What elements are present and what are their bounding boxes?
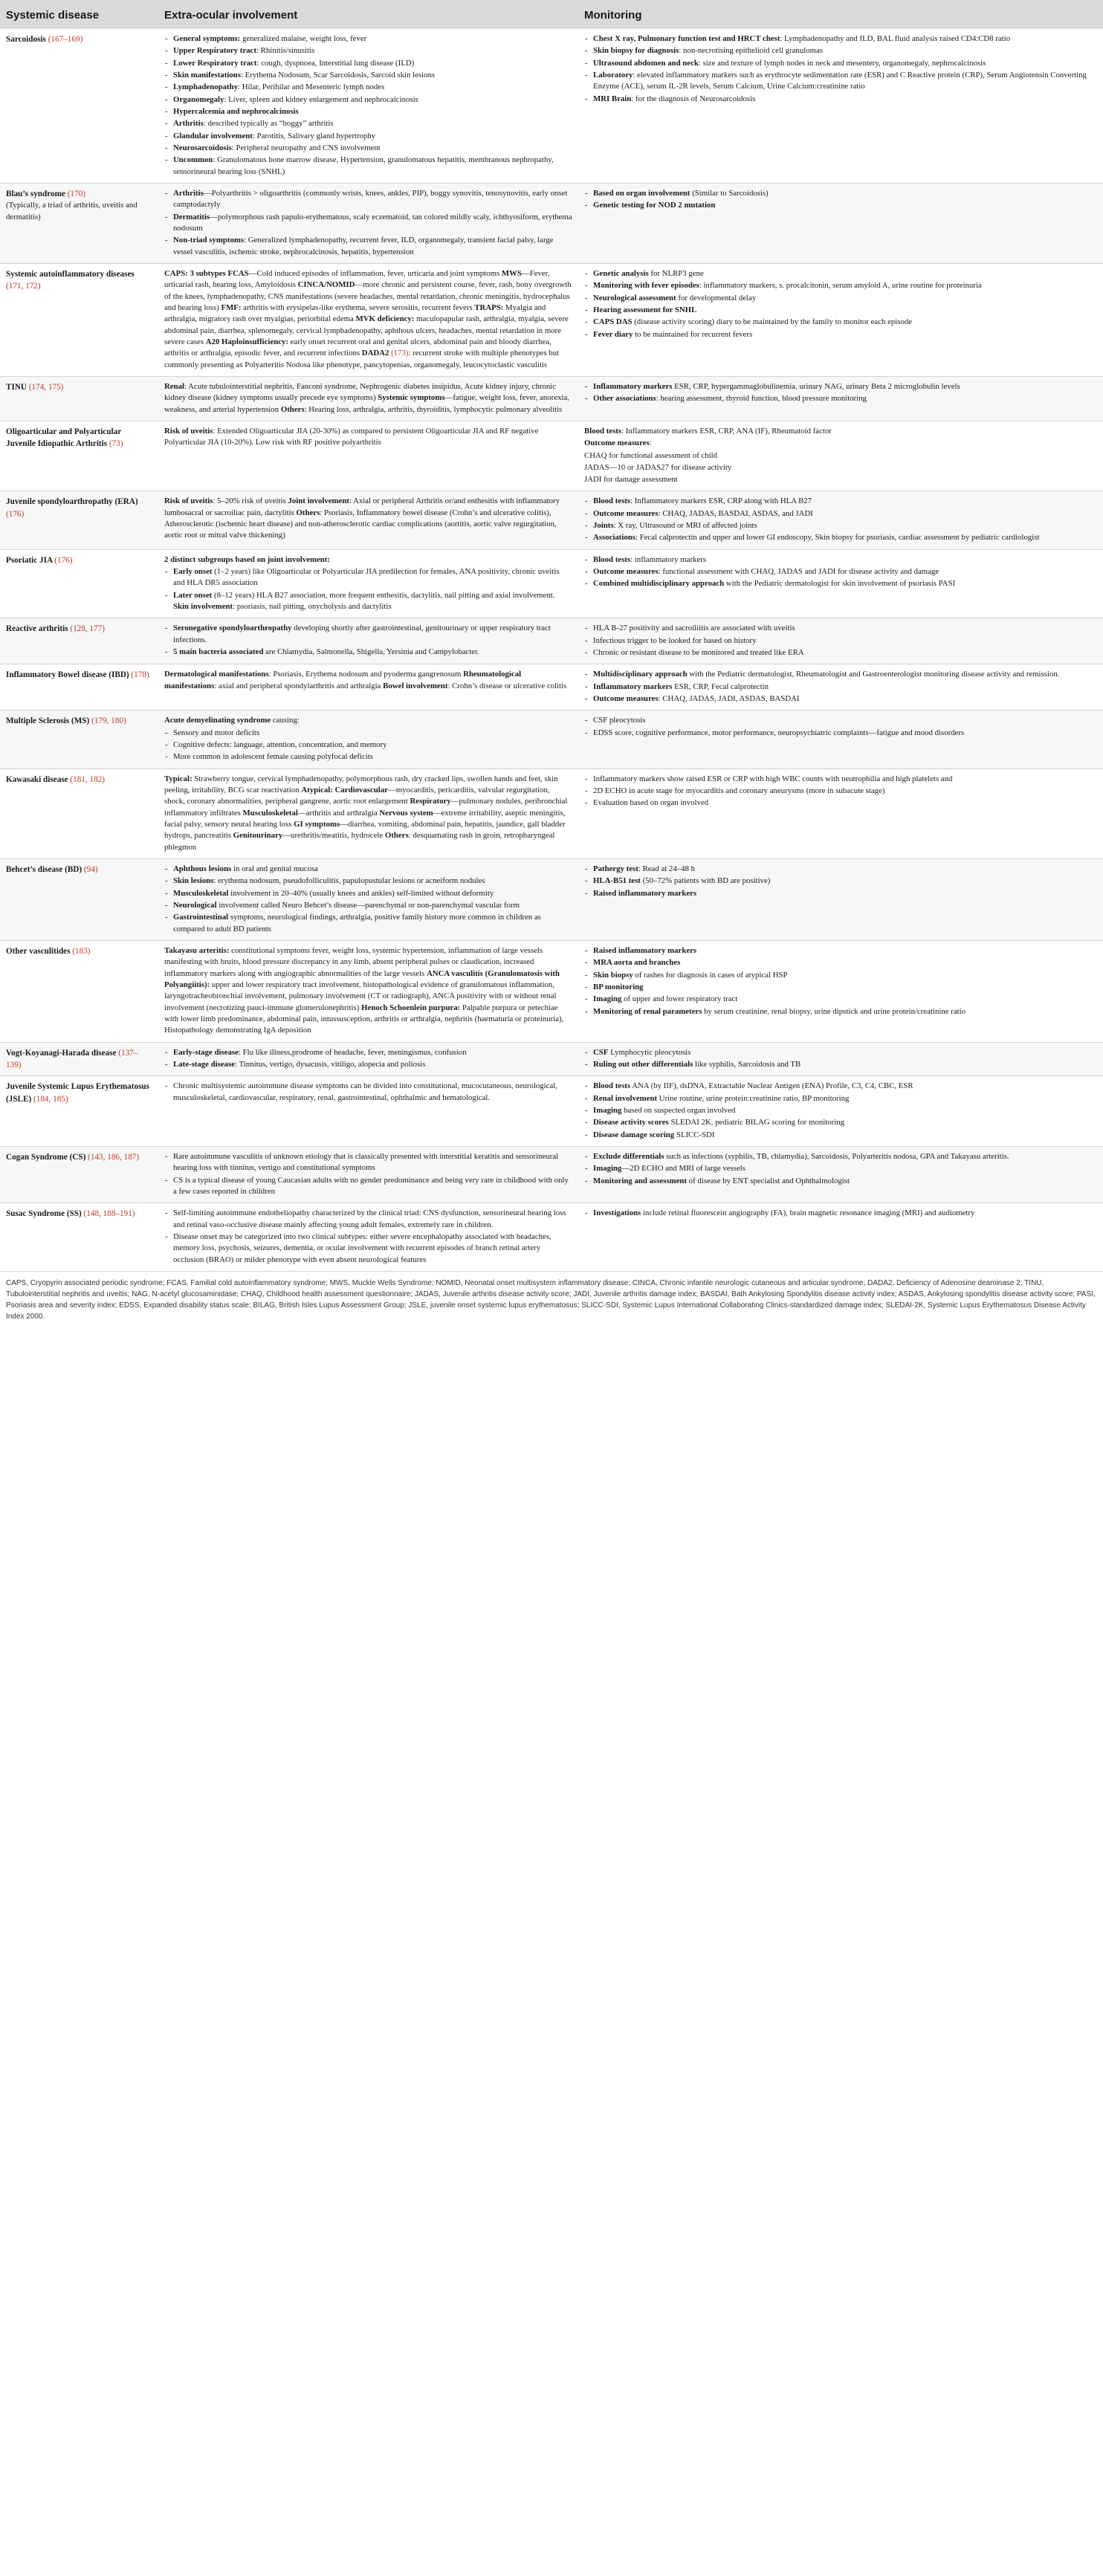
disease-name: Sarcoidosis (167–169) (6, 35, 83, 44)
disease-refs: (170) (67, 189, 85, 198)
bullet-item: - Seronegative spondyloarthropathy developing shortly after gastrointestinal, genitourinary or upper respiratory tract infections. (164, 623, 572, 646)
bullet-item: - Hearing assessment for SNHL (584, 305, 1097, 316)
bullet-item: - Rare autoimmune vasculitis of unknown etiology that is classically presented with interstitial keratitis and sensorineural hearing loss with tinnitus, vertigo and constitutional symptoms (164, 1151, 572, 1174)
disease-refs: (178) (131, 670, 149, 680)
monitoring-cell (578, 940, 1103, 1042)
disease-cell (0, 664, 158, 711)
disease-cell (0, 421, 158, 491)
disease-cell (0, 1146, 158, 1203)
extra-paragraph: Takayasu arteritis: constitutional symptoms fever, weight loss, systemic hypertension, inflammation of large vessels manifesting with bruits, blood pressure discrepancy in any limb, absent peripheral pulses or claudication, increased inflammatory markers along with angiographic abnormalities of the large vessels ANCA vasculitis (Granulomatosis with Polyangiitis): upper and lower respiratory tract involvement, histopathological evidence of granulomatous inflammation, laryngotracheobronchial involvement, pulmonary involvement (CT or radiograph), ANCA positivity with or without renal involvement (necrotizing pauci-immune glomerulonephritis) Henoch Schoenlein purpura: Palpable purpura or petechiae with lower limb predominance, abdominal pain, intussusception, arthritis or arthralgia, nephritis (haematuria or proteinuria), Histopathology demonstrating IgA deposition (164, 945, 564, 1035)
table-row (0, 1146, 1103, 1203)
bullet-item: - Outcome measures: CHAQ, JADAS, JADI, ASDAS, BASDAI (584, 693, 1097, 705)
bullet-item: - Blood tests ANA (by IIF), dsDNA, Extractable Nuclear Antigen (ENA) Profile, C3, C4, CBC, ESR (584, 1081, 1097, 1092)
bullet-item: - EDSS score, cognitive performance, motor performance, neuropsychiatric complaints—fatigue and mood disorders (584, 728, 1097, 739)
disease-refs: (137–139) (6, 1048, 138, 1069)
table-row (0, 1076, 1103, 1147)
bullet-item: - Skin biopsy for diagnosis: non-necrotising epithelioid cell granulomas (584, 45, 1097, 56)
bullet-item: - Later onset (8–12 years) HLA B27 association, more frequent enthesitis, dactylitis, nail pitting and axial involvement. Skin involvement: psoriasis, nail pitting, onycholysis and dactylitis (164, 590, 572, 613)
bullet-item: - Lymphadenopathy: Hilar, Perihilar and Mesenteric lymph nodes (164, 82, 572, 93)
disease-name: Reactive arthritis (128, 177) (6, 624, 105, 634)
bullet-item: - Based on organ involvement (Similar to Sarcoidosis) (584, 188, 1097, 199)
disease-name: Kawasaki disease (181, 182) (6, 774, 106, 784)
disease-cell (0, 859, 158, 941)
disease-cell (0, 263, 158, 376)
bullet-item: - General symptoms: generalized malaise, weight loss, fever (164, 33, 572, 45)
extra-ocular-cell (158, 1042, 578, 1076)
table-footnote: CAPS, Cryopyrin associated periodic syndrome; FCAS, Familial cold autoinflammatory syndrome; MWS, Muckle Wells Syndrome; NOMID, Neonatal onset multisystem inflammatory disease; CINCA, Chronic infantile neurologic cutaneous and articular syndrome; DADA2, Deficiency of Adenosine deaminase 2; TINU, Tubulointerstitial nephritis and uveitis; NAG, N-acetyl glucosaminidase; CHAQ, Childhood health assessment questionnaire; JADAS, Juvenile arthritis disease activity score; JADI, Juvenile arthritis damage index; BASDAI, Bath Ankylosing Spondylitis disease activity index; ASDAS, Ankylosing spondylitis disease activity score; PASI, Psoriasis area and severity index; EDSS, Expanded disability status scale; BILAG, British Isles Lupus Assessment Group; JSLE, juvenile onset systemic lupus erythematosus; SLICC-SDI, Systemic Lupus International Collaborating Clinics-standardized damage index; SLEDAI-2K, Systemic Lupus Erythematosus Disease Activity Index 2000. (6, 1278, 1096, 1321)
disease-name: Oligoarticular and Polyarticular Juvenile Idiopathic Arthritis (73) (6, 427, 123, 449)
extra-ocular-cell (158, 711, 578, 768)
disease-name: Behcet’s disease (BD) (94) (6, 865, 98, 875)
bullet-item: - Chronic or resistant disease to be monitored and treated like ERA (584, 647, 1097, 658)
bullet-item: - Exclude differentials such as infections (syphilis, TB, chlamydia), Sarcoidosis, Polyarteritis nodosa, GPA and Takayasu arteritis. (584, 1151, 1097, 1162)
disease-refs: (176) (54, 555, 73, 565)
bullet-item: - Chest X ray, Pulmonary function test and HRCT chest: Lymphadenopathy and ILD, BAL fluid analysis raised CD4:CD8 ratio (584, 33, 1097, 45)
bullet-item: - Investigations include retinal fluorescein angiography (FA), brain magnetic resonance imaging (MRI) and audiometry (584, 1208, 1097, 1219)
bullet-item: - Cognitive defects: language, attention, concentration, and memory (164, 740, 572, 751)
monitoring-cell (578, 768, 1103, 858)
disease-table (0, 0, 1103, 1272)
extra-ocular-cell (158, 549, 578, 618)
monitoring-line: JADI for damage assessment (584, 475, 678, 485)
bullet-item: - Other associations: hearing assessment, thyroid function, blood pressure monitoring (584, 393, 1097, 404)
disease-name: TINU (174, 175) (6, 382, 64, 392)
bullet-item: - Neurological involvement called Neuro Behcet’s disease—parenchymal or non-parenchymal vascular form (164, 900, 572, 911)
bullet-item: - Skin lesions: erythema nodosum, pseudofolliculitis, papulopustular lesions or acneiform nodules (164, 876, 572, 887)
bullet-item: - Skin manifestations: Erythema Nodosum, Scar Sarcoidosis, Sarcoid skin lesions (164, 70, 572, 81)
bullet-item: - Disease damage scoring SLICC-SDI (584, 1130, 1097, 1141)
disease-name: Inflammatory Bowel disease (IBD) (178) (6, 670, 149, 680)
bullet-item: - Monitoring and assessment of disease by ENT specialist and Ophthalmologist (584, 1176, 1097, 1187)
bullet-item: - CSF pleocytosis (584, 715, 1097, 726)
monitoring-cell (578, 618, 1103, 664)
bullet-item: - Fever diary to be maintained for recurrent fevers (584, 329, 1097, 340)
bullet-item: - Joints: X ray, Ultrasound or MRI of affected joints (584, 520, 1097, 531)
bullet-item: - Arthritis: described typically as “boggy” arthritis (164, 118, 572, 129)
bullet-item: - Early onset (1–2 years) like Oligoarticular or Polyarticular JIA predilection for females, ANA positivity, chronic uveitis and HLA DR5 association (164, 566, 572, 589)
disease-cell (0, 183, 158, 263)
table-row (0, 1042, 1103, 1076)
table-header-row (0, 0, 1103, 29)
disease-refs: (179, 180) (91, 716, 126, 726)
bullet-item: - Ruling out other differentials like syphilis, Sarcoidosis and TB (584, 1059, 1097, 1070)
monitoring-cell (578, 859, 1103, 941)
monitoring-cell (578, 29, 1103, 183)
table-row (0, 376, 1103, 421)
bullet-item: - Lower Respiratory tract: cough, dyspnoea, Interstitial lung disease (ILD) (164, 58, 572, 69)
monitoring-line: JADAS—10 or JADAS27 for disease activity (584, 462, 732, 472)
extra-ocular-cell (158, 664, 578, 711)
table-row (0, 618, 1103, 664)
bullet-item: - 2D ECHO in acute stage for myocarditis and coronary aneurysms (more in subacute stage) (584, 786, 1097, 797)
bullet-item: - MRA aorta and branches (584, 957, 1097, 968)
bullet-item: - Evaluation based on organ involved (584, 797, 1097, 809)
bullet-item: - Imaging—2D ECHO and MRI of large vessels (584, 1163, 1097, 1174)
extra-ocular-cell (158, 1146, 578, 1203)
bullet-item: - Outcome measures: functional assessment with CHAQ, JADAS and JADI for disease activity and damage (584, 566, 1097, 577)
bullet-item: - Blood tests: Inflammatory markers ESR, CRP along with HLA B27 (584, 496, 1097, 507)
extra-ocular-cell (158, 421, 578, 491)
extra-paragraph: Dermatological manifestations: Psoriasis, Erythema nodosum and pyoderma gangrenosum Rheumatological manifestations: axial and peripheral spondylarthritis and arthralgia Bowel involvement: Crohn’s disease or ulcerative colitis (164, 670, 567, 690)
monitoring-cell (578, 1076, 1103, 1147)
extra-ocular-cell (158, 859, 578, 941)
disease-name: Juvenile Systemic Lupus Erythematosus (JSLE) (184, 185) (6, 1082, 150, 1104)
bullet-item: - HLA-B51 test (50–72% patients with BD are positive) (584, 876, 1097, 887)
table-row (0, 549, 1103, 618)
table-row (0, 183, 1103, 263)
monitoring-cell (578, 183, 1103, 263)
disease-refs: (176) (6, 509, 25, 519)
extra-paragraph: Risk of uveitis: Extended Oligoarticular JIA (20-30%) as compared to persistent Oligoarticular JIA and RF negative Polyarticular JIA (10-20%). Low risk with RF positive polyarthritis (164, 426, 539, 447)
disease-cell (0, 618, 158, 664)
monitoring-line: Blood tests: Inflammatory markers ESR, CRP, ANA (IF), Rheumatoid factor (584, 426, 832, 436)
extra-lead: 2 distinct subgroups based on joint involvement: (164, 554, 330, 564)
disease-cell (0, 376, 158, 421)
extra-ocular-cell (158, 376, 578, 421)
table-row (0, 859, 1103, 941)
extra-ocular-cell (158, 940, 578, 1042)
bullet-item: - Chronic multisystemic autoimmune disease symptoms can be divided into constitutional, mucocutaneous, neurological, musculoskeletal, cardiovascular, respiratory, renal, gastrointestinal, ophthalmic and hematological. (164, 1081, 572, 1104)
header-extra-ocular: Extra-ocular involvement (158, 0, 578, 29)
disease-refs: (184, 185) (33, 1094, 68, 1104)
disease-cell (0, 1042, 158, 1076)
monitoring-cell (578, 1146, 1103, 1203)
table-row (0, 491, 1103, 549)
bullet-item: - Raised inflammatory markers (584, 888, 1097, 899)
disease-name: Juvenile spondyloarthropathy (ERA) (176) (6, 497, 138, 519)
monitoring-cell (578, 711, 1103, 768)
monitoring-cell (578, 421, 1103, 491)
bullet-item: - Imaging based on suspected organ involved (584, 1105, 1097, 1116)
bullet-item: - HLA B-27 positivity and sacroiliitis are associated with uveitis (584, 623, 1097, 634)
extra-ocular-cell (158, 768, 578, 858)
bullet-item: - CSF Lymphocytic pleocytosis (584, 1047, 1097, 1058)
bullet-item: - Genetic analysis for NLRP3 gene (584, 268, 1097, 279)
bullet-item: - Hypercalcemia and nephrocalcinosis (164, 106, 572, 117)
bullet-item: - Disease activity scores SLEDAI 2K, pediatric BILAG scoring for monitoring (584, 1117, 1097, 1128)
monitoring-cell (578, 1042, 1103, 1076)
table-row (0, 768, 1103, 858)
bullet-item: - Early-stage disease: Flu like illness,prodrome of headache, fever, meningismus, confusion (164, 1047, 572, 1058)
bullet-item: - Organomegaly: Liver, spleen and kidney enlargement and nephrocalcinosis (164, 94, 572, 106)
extra-paragraph: Renal: Acute tubulointerstitial nephritis, Fanconi syndrome, Nephrogenic diabetes insipidus, Acute kidney injury, chronic kidney disease (kidney symptoms usually precede eye symptoms) Systemic symptoms—fatigue, weight loss, fever, anorexia, weakness, and arterial hypertension Others: Hearing loss, arthralgia, arthritis, thyroiditis, lymphocytic pulmonary alveolitis (164, 381, 570, 414)
disease-refs: (167–169) (48, 35, 83, 44)
extra-ocular-cell (158, 263, 578, 376)
disease-name: Systemic autoinflammatory diseases (171, 172) (6, 269, 135, 291)
table-row (0, 711, 1103, 768)
extra-ocular-cell (158, 1203, 578, 1272)
bullet-item: - Monitoring of renal parameters by serum creatinine, renal biopsy, urine dipstick and urine protein/creatinine ratio (584, 1006, 1097, 1017)
disease-name: Multiple Sclerosis (MS) (179, 180) (6, 716, 126, 726)
header-monitoring: Monitoring (578, 0, 1103, 29)
bullet-item: - Inflammatory markers ESR, CRP, hypergammaglobulinemia, urinary NAG, urinary Beta 2 microglobulin levels (584, 381, 1097, 392)
bullet-item: - Dermatitis—polymorphous rash papulo-erythematous, scaly eczematoid, tan colored mildly scaly, ichthyosiform, erythema nodosum (164, 212, 572, 235)
disease-refs: (94) (83, 865, 98, 875)
table-row (0, 421, 1103, 491)
bullet-item: - Uncommon: Granulomatous bone marrow disease, Hypertension, granulomatous hepatitis, membranous nephropathy, sensorineural hearing loss (SNHL) (164, 155, 572, 178)
bullet-item: - Monitoring with fever episodes: inflammatory markers, s. procalcitonin, serum amyloid A, urine routine for proteinuria (584, 280, 1097, 291)
bullet-item: - Blood tests: inflammatory markers (584, 554, 1097, 566)
bullet-item: - BP monitoring (584, 982, 1097, 993)
bullet-item: - Outcome measures: CHAQ, JADAS, BASDAI, ASDAS, and JADI (584, 508, 1097, 520)
monitoring-cell (578, 263, 1103, 376)
bullet-item: - Pathergy test: Read at 24–48 h (584, 864, 1097, 875)
bullet-item: - Inflammatory markers ESR, CRP, Fecal calprotectin (584, 682, 1097, 693)
disease-name: Susac Syndrome (SS) (148, 188–191) (6, 1209, 135, 1219)
bullet-item: - Neurosarcoidosis: Peripheral neuropathy and CNS involvement (164, 143, 572, 154)
bullet-item: - Raised inflammatory markers (584, 945, 1097, 957)
extra-lead: Acute demyelinating syndrome causing: (164, 716, 300, 725)
disease-cell (0, 768, 158, 858)
disease-cell (0, 549, 158, 618)
disease-refs: (174, 175) (28, 382, 64, 392)
disease-name: Psoriatic JIA (176) (6, 555, 73, 565)
monitoring-cell (578, 376, 1103, 421)
disease-name: Other vasculitides (183) (6, 946, 91, 956)
bullet-item: - Combined multidisciplinary approach with the Pediatric dermatologist for skin involvement of psoriasis PASI (584, 578, 1097, 589)
disease-refs: (181, 182) (70, 774, 106, 784)
bullet-item: - Multidisciplinary approach with the Pediatric dermatologist, Rheumatologist and Gastroenterologist monitoring disease activity and remission. (584, 669, 1097, 680)
table-row (0, 664, 1103, 711)
bullet-item: - Infectious trigger to be looked for based on history (584, 635, 1097, 647)
bullet-item: - CAPS DAS (disease activity scoring) diary to be maintained by the family to monitor each episode (584, 317, 1097, 328)
bullet-item: - Self-limiting autoimmune endotheliopathy characterized by the clinical triad: CNS dysfunction, sensorineural hearing loss and retinal vaso-occlusive disease mainly affecting young adult females, extremely rare in children. (164, 1208, 572, 1231)
disease-refs: (143, 186, 187) (88, 1152, 140, 1162)
disease-refs: (128, 177) (70, 624, 105, 634)
extra-ocular-cell (158, 1076, 578, 1147)
disease-note: (Typically, a triad of arthritis, uveitis and dermatitis) (6, 201, 138, 221)
bullet-item: - Skin biopsy of rashes for diagnosis in cases of atypical HSP (584, 970, 1097, 981)
monitoring-cell (578, 549, 1103, 618)
bullet-item: - Aphthous lesions in oral and genital mucosa (164, 864, 572, 875)
bullet-item: - Renal involvement Urine routine, urine protein:creatinine ratio, BP monitoring (584, 1093, 1097, 1104)
table-row (0, 940, 1103, 1042)
monitoring-cell (578, 664, 1103, 711)
disease-refs: (148, 188–191) (83, 1209, 135, 1219)
bullet-item: - More common in adolescent female causing polyfocal deficits (164, 751, 572, 763)
extra-ocular-cell (158, 618, 578, 664)
bullet-item: - MRI Brain: for the diagnosis of Neurosarcoidosis (584, 94, 1097, 105)
bullet-item: - Non-triad symptoms: Generalized lymphadenopathy, recurrent fever, ILD, organomegaly, transient facial palsy, large vessel vasculitis, ischemic stroke, nephrocalcinosis, hepatitis, hypertension (164, 235, 572, 258)
bullet-item: - Neurological assessment for developmental delay (584, 293, 1097, 304)
monitoring-line: CHAQ for functional assessment of child (584, 450, 718, 460)
bullet-item: - Gastrointestinal symptoms, neurological findings, arthralgia, positive family history more common in children as compared to adult BD patients (164, 912, 572, 935)
disease-name: Blau’s syndrome (170) (6, 189, 85, 198)
bullet-item: - Arthritis—Polyarthritis > oligoarthritis (commonly wrists, knees, ankles, PIP), boggy synovitis, tenosynovitis, early onset camptodactyly (164, 188, 572, 211)
disease-refs: (171, 172) (6, 282, 41, 291)
extra-paragraph: Risk of uveitis: 5–20% risk of uveitis Joint involvement: Axial or peripheral Arthritis or/and enthesitis with inflammatory lumbosacral or sacroiliac pain, dactylitis Others: Psoriasis, Inflammatory bowel disease (Crohn’s and ulcerative colitis), Atherosclerotic (ischemic heart disease) and non-atherosclerotic cardiac complications (aortitis, aortic valve regurgitation, aortic root or mitral valve thickening) (164, 496, 560, 540)
disease-cell (0, 940, 158, 1042)
bullet-item: - Imaging of upper and lower respiratory tract (584, 994, 1097, 1005)
disease-name: Cogan Syndrome (CS) (143, 186, 187) (6, 1152, 140, 1162)
bullet-item: - Disease onset may be categorized into two clinical subtypes: either severe encephalopathy associated with headaches, memory loss, psychosis, seizures, dementia, or ocular involvement with recurrent episodes of branch retinal artery occlusion (BRAO) or milder phenotype with even absent neurological features (164, 1232, 572, 1266)
extra-ocular-cell (158, 183, 578, 263)
monitoring-cell (578, 1203, 1103, 1272)
table-row (0, 263, 1103, 376)
bullet-item: - Sensory and motor deficits (164, 728, 572, 739)
extra-ocular-cell (158, 491, 578, 549)
bullet-item: - Musculoskeletal involvement in 20–40% (usually knees and ankles) self-limited without deformity (164, 888, 572, 899)
bullet-item: - Upper Respiratory tract: Rhinitis/sinusitis (164, 45, 572, 56)
bullet-item: - Glandular involvement: Parotitis, Salivary gland hypertrophy (164, 131, 572, 142)
disease-refs: (183) (72, 946, 91, 956)
table-body (0, 29, 1103, 1271)
bullet-item: - Associations: Fecal calprotectin and upper and lower GI endoscopy, Skin biopsy for psoriasis, cardiac assessment by pediatric cardiologist (584, 532, 1097, 543)
disease-cell (0, 711, 158, 768)
disease-cell (0, 491, 158, 549)
extra-paragraph: CAPS: 3 subtypes FCAS—Cold induced episodes of inflammation, fever, urticaria and joint symptoms MWS—Fever, urticarial rash, hearing loss, Amyloidosis CINCA/NOMID—more chronic and persistent course, fever, rash, bony overgrowth of the knees, lymphadenopathy, CNS manifestations (severe headaches, mental retardation, chronic meningitis, hydrocephalus and hearing loss) FMF: arthritis with erysipelas-like erythema, severe serositis, recurrent fevers TRAPS: Myalgia and arthralgia, migratory rash over myalgias, periorbital edema MVK deficiency: maculopapular rash, arthralgia, myalgia, severe abdominal pain, diarrhea, splenomegaly, cervical lymphadenopathy, aphthous ulcers, headaches, mental retardation in more severe cases A20 Haploinsufficiency: early onset recurrent oral and genital ulcers, abdominal pain and bloody diarrhea, arthritis or arthralgia, episodic fever, and recurrent infections DADA2 (173): recurrent stroke with multiple phenotypes but commonly presenting as Polyarteritis Nodosa like phenotype, pancytopenias, organomegaly, leucocytoclastic vasculitis (164, 268, 572, 369)
bullet-item: - Inflammatory markers show raised ESR or CRP with high WBC counts with neutrophilia and high platelets and (584, 774, 1097, 785)
bullet-item: - Ultrasound abdomen and neck: size and texture of lymph nodes in neck and mesentery, organomegaly, nephrocalcinosis (584, 58, 1097, 69)
extra-paragraph: Typical: Strawberry tongue, cervical lymphadenopathy, polymorphous rash, dry cracked lips, swollen hands and feet, skin peeling, irritability, BCG scar reactivation Atypical: Cardiovascular—myocarditis, pericarditis, valvular regurgitation, shock, coronary abnormalities, peripheral gangrene, aortic root enlargement Respiratory—pulmonary nodules, peribronchial inflammatory infiltrates Musculoskeletal—arthritis and arthralgia Nervous system—extreme irritability, aseptic meningitis, facial palsy, sensory neural hearing loss GI symptoms—diarrhea, vomiting, abdominal pain, hepatitis, jaundice, gall bladder hydrops, pancreatitis Genitourinary—urethritis/meatitis, hydrocele Others: desquamating rash in groin, retropharyngeal phlegmon (164, 774, 568, 852)
monitoring-cell (578, 491, 1103, 549)
extra-ocular-cell (158, 29, 578, 183)
header-systemic-disease: Systemic disease (0, 0, 158, 29)
disease-refs: (73) (109, 439, 123, 449)
bullet-item: - CS is a typical disease of young Caucasian adults with no gender predominance and being very rare in childhood with only a few cases reported in children (164, 1175, 572, 1198)
bullet-item: - Laboratory: elevated inflammatory markers such as erythrocyte sedimentation rate (ESR) and C Reactive protein (CRP), Serum Angiotensin Converting Enzyme (ACE), serum IL-2R levels, Serum Calcium, Urine Calcium:creatinine ratio (584, 70, 1097, 93)
disease-cell (0, 29, 158, 183)
bullet-item: - Genetic testing for NOD 2 mutation (584, 200, 1097, 211)
disease-cell (0, 1203, 158, 1272)
bullet-item: - 5 main bacteria associated are Chlamydia, Salmonella, Shigella, Yersinia and Campylobacter. (164, 647, 572, 658)
table-row (0, 1203, 1103, 1272)
monitoring-line: Outcome measures: (584, 438, 652, 448)
table-row (0, 29, 1103, 183)
disease-cell (0, 1076, 158, 1147)
bullet-item: - Late-stage disease: Tinnitus, vertigo, dysacusis, vitiligo, alopecia and poliosis (164, 1059, 572, 1070)
disease-name: Vogt-Koyanagi-Harada disease (137–139) (6, 1048, 138, 1069)
